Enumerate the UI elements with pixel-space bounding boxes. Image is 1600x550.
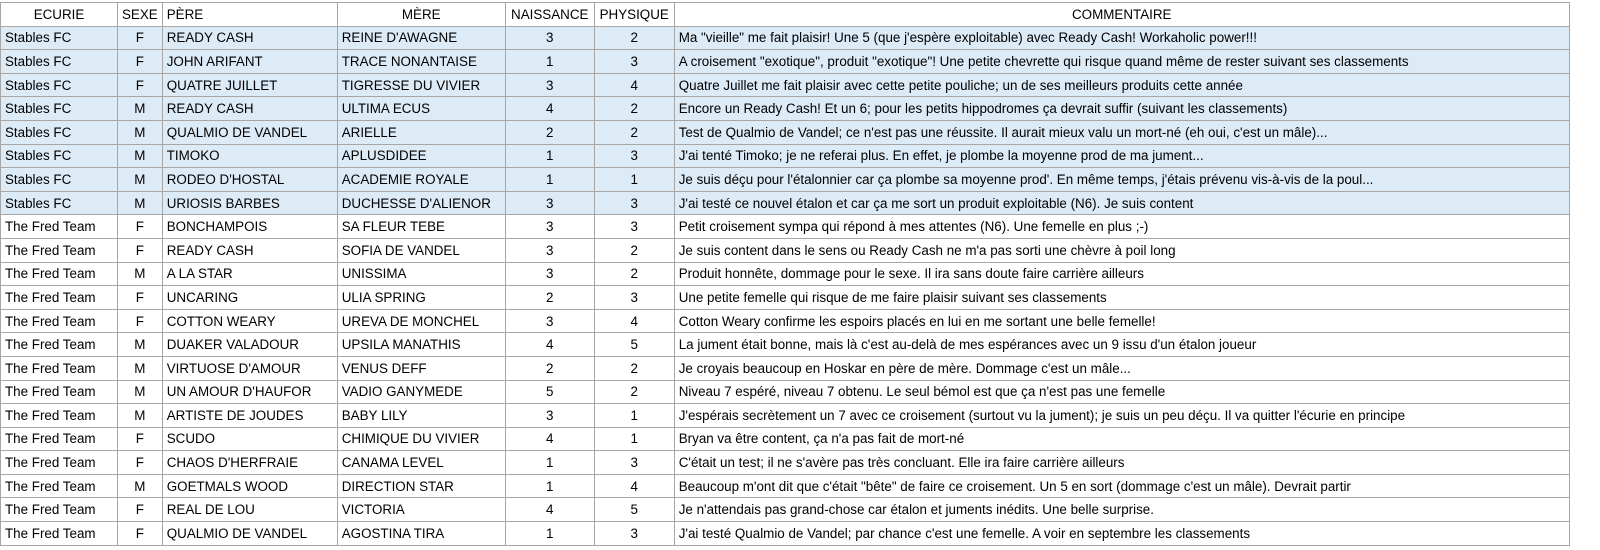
cell-physique[interactable]: 3 — [594, 191, 674, 215]
cell-sexe[interactable]: F — [118, 26, 163, 50]
cell-commentaire[interactable]: Niveau 7 espéré, niveau 7 obtenu. Le seul bémol est que ça n'est pas une femelle — [674, 380, 1569, 404]
cell-commentaire[interactable]: Je suis déçu pour l'étalonnier car ça plombe sa moyenne prod'. En même temps, j'étais prévenu vis-à-vis de la poul... — [674, 168, 1569, 192]
cell-mere[interactable]: DIRECTION STAR — [337, 474, 505, 498]
cell-physique[interactable]: 3 — [594, 451, 674, 475]
table-row — [1, 97, 1570, 121]
cell-commentaire[interactable]: Petit croisement sympa qui répond à mes attentes (N6). Une femelle en plus ;-) — [674, 215, 1569, 239]
cell-ecurie[interactable]: Stables FC — [1, 191, 118, 215]
cell-naissance[interactable]: 3 — [505, 215, 594, 239]
cell-commentaire[interactable]: Bryan va être content, ça n'a pas fait de mort-né — [674, 427, 1569, 451]
cell-ecurie[interactable]: The Fred Team — [1, 238, 118, 262]
cell-sexe[interactable]: F — [118, 73, 163, 97]
cell-pere[interactable]: UNCARING — [162, 286, 337, 310]
cell-pere[interactable]: QUALMIO DE VANDEL — [162, 120, 337, 144]
header-commentaire[interactable]: COMMENTAIRE — [674, 3, 1569, 27]
table-row — [1, 168, 1570, 192]
header-row — [1, 3, 1570, 27]
cell-pere[interactable]: READY CASH — [162, 26, 337, 50]
cell-ecurie[interactable]: The Fred Team — [1, 474, 118, 498]
cell-sexe[interactable]: M — [118, 120, 163, 144]
cell-mere[interactable]: CHIMIQUE DU VIVIER — [337, 427, 505, 451]
cell-commentaire[interactable]: J'ai testé ce nouvel étalon et car ça me sort un produit exploitable (N6). Je suis content — [674, 191, 1569, 215]
header-sexe[interactable]: SEXE — [118, 3, 163, 27]
cell-pere[interactable]: TIMOKO — [162, 144, 337, 168]
cell-mere[interactable]: DUCHESSE D'ALIENOR — [337, 191, 505, 215]
table-row — [1, 522, 1570, 546]
cell-mere[interactable]: ACADEMIE ROYALE — [337, 168, 505, 192]
cell-ecurie[interactable]: The Fred Team — [1, 380, 118, 404]
cell-naissance[interactable]: 1 — [505, 522, 594, 546]
cell-naissance[interactable]: 3 — [505, 26, 594, 50]
cell-physique[interactable]: 2 — [594, 97, 674, 121]
cell-sexe[interactable]: M — [118, 144, 163, 168]
header-pere[interactable]: PÈRE — [162, 3, 337, 27]
cell-commentaire[interactable]: J'ai testé Qualmio de Vandel; par chance c'est une femelle. A voir en septembre les classements — [674, 522, 1569, 546]
cell-pere[interactable]: UN AMOUR D'HAUFOR — [162, 380, 337, 404]
cell-pere[interactable]: A LA STAR — [162, 262, 337, 286]
cell-ecurie[interactable]: The Fred Team — [1, 286, 118, 310]
cell-naissance[interactable]: 3 — [505, 404, 594, 428]
cell-mere[interactable]: UREVA DE MONCHEL — [337, 309, 505, 333]
cell-pere[interactable]: URIOSIS BARBES — [162, 191, 337, 215]
cell-physique[interactable]: 3 — [594, 215, 674, 239]
cell-pere[interactable]: QUALMIO DE VANDEL — [162, 522, 337, 546]
cell-commentaire[interactable]: J'espérais secrètement un 7 avec ce croisement (surtout vu la jument); je suis un peu déçu. Il va quitter l'écurie en principe — [674, 404, 1569, 428]
cell-pere[interactable]: BONCHAMPOIS — [162, 215, 337, 239]
cell-physique[interactable]: 5 — [594, 498, 674, 522]
header-naissance[interactable]: NAISSANCE — [505, 3, 594, 27]
cell-mere[interactable]: ARIELLE — [337, 120, 505, 144]
cell-naissance[interactable]: 3 — [505, 238, 594, 262]
cell-commentaire[interactable]: C'était un test; il ne s'avère pas très concluant. Elle ira faire carrière ailleurs — [674, 451, 1569, 475]
table-row — [1, 380, 1570, 404]
cell-pere[interactable]: VIRTUOSE D'AMOUR — [162, 356, 337, 380]
cell-mere[interactable]: SA FLEUR TEBE — [337, 215, 505, 239]
table-row — [1, 404, 1570, 428]
table-row — [1, 238, 1570, 262]
cell-physique[interactable]: 3 — [594, 286, 674, 310]
cell-naissance[interactable]: 1 — [505, 451, 594, 475]
cell-ecurie[interactable]: Stables FC — [1, 50, 118, 74]
cell-ecurie[interactable]: Stables FC — [1, 168, 118, 192]
cell-mere[interactable]: VENUS DEFF — [337, 356, 505, 380]
cell-sexe[interactable]: F — [118, 522, 163, 546]
cell-mere[interactable]: APLUSDIDEE — [337, 144, 505, 168]
table-body — [1, 26, 1570, 545]
cell-physique[interactable]: 3 — [594, 144, 674, 168]
cell-ecurie[interactable]: The Fred Team — [1, 427, 118, 451]
cell-sexe[interactable]: F — [118, 50, 163, 74]
cell-commentaire[interactable]: Beaucoup m'ont dit que c'était "bête" de faire ce croisement. Un 5 en sort (dommage c'est un mâle). Devrait partir — [674, 474, 1569, 498]
cell-ecurie[interactable]: Stables FC — [1, 144, 118, 168]
cell-sexe[interactable]: F — [118, 451, 163, 475]
cell-physique[interactable]: 3 — [594, 50, 674, 74]
cell-commentaire[interactable]: Je croyais beaucoup en Hoskar en père de mère. Dommage c'est un mâle... — [674, 356, 1569, 380]
cell-ecurie[interactable]: Stables FC — [1, 120, 118, 144]
cell-mere[interactable]: BABY LILY — [337, 404, 505, 428]
cell-naissance[interactable]: 2 — [505, 356, 594, 380]
cell-mere[interactable]: REINE D'AWAGNE — [337, 26, 505, 50]
table-row — [1, 73, 1570, 97]
table-row — [1, 498, 1570, 522]
cell-naissance[interactable]: 3 — [505, 262, 594, 286]
cell-sexe[interactable]: M — [118, 474, 163, 498]
cell-ecurie[interactable]: The Fred Team — [1, 498, 118, 522]
cell-naissance[interactable]: 4 — [505, 498, 594, 522]
cell-mere[interactable]: ULTIMA ECUS — [337, 97, 505, 121]
cell-pere[interactable]: REAL DE LOU — [162, 498, 337, 522]
cell-sexe[interactable]: M — [118, 168, 163, 192]
cell-pere[interactable]: JOHN ARIFANT — [162, 50, 337, 74]
cell-physique[interactable]: 2 — [594, 356, 674, 380]
cell-pere[interactable]: SCUDO — [162, 427, 337, 451]
cell-ecurie[interactable]: The Fred Team — [1, 262, 118, 286]
cell-mere[interactable]: UNISSIMA — [337, 262, 505, 286]
header-physique[interactable]: PHYSIQUE — [594, 3, 674, 27]
cell-mere[interactable]: SOFIA DE VANDEL — [337, 238, 505, 262]
cell-sexe[interactable]: F — [118, 238, 163, 262]
cell-naissance[interactable]: 1 — [505, 144, 594, 168]
cell-mere[interactable]: TIGRESSE DU VIVIER — [337, 73, 505, 97]
cell-ecurie[interactable]: The Fred Team — [1, 451, 118, 475]
cell-naissance[interactable]: 5 — [505, 380, 594, 404]
table-row — [1, 215, 1570, 239]
cell-physique[interactable]: 4 — [594, 73, 674, 97]
cell-sexe[interactable]: M — [118, 191, 163, 215]
cell-physique[interactable]: 2 — [594, 26, 674, 50]
cell-physique[interactable]: 3 — [594, 522, 674, 546]
cell-ecurie[interactable]: Stables FC — [1, 73, 118, 97]
cell-ecurie[interactable]: The Fred Team — [1, 356, 118, 380]
cell-ecurie[interactable]: The Fred Team — [1, 309, 118, 333]
cell-sexe[interactable]: F — [118, 286, 163, 310]
cell-physique[interactable]: 4 — [594, 474, 674, 498]
cell-pere[interactable]: DUAKER VALADOUR — [162, 333, 337, 357]
table-row — [1, 474, 1570, 498]
table-row — [1, 191, 1570, 215]
cell-sexe[interactable]: M — [118, 380, 163, 404]
cell-physique[interactable]: 1 — [594, 427, 674, 451]
cell-physique[interactable]: 1 — [594, 404, 674, 428]
table-row — [1, 333, 1570, 357]
cell-commentaire[interactable]: Test de Qualmio de Vandel; ce n'est pas une réussite. Il aurait mieux valu un mort-né (eh oui, c'est un mâle)... — [674, 120, 1569, 144]
cell-naissance[interactable]: 4 — [505, 333, 594, 357]
cell-physique[interactable]: 2 — [594, 262, 674, 286]
table-row — [1, 309, 1570, 333]
cell-naissance[interactable]: 3 — [505, 309, 594, 333]
cell-pere[interactable]: QUATRE JUILLET — [162, 73, 337, 97]
cell-physique[interactable]: 2 — [594, 120, 674, 144]
cell-ecurie[interactable]: The Fred Team — [1, 333, 118, 357]
cell-sexe[interactable]: M — [118, 97, 163, 121]
cell-sexe[interactable]: M — [118, 262, 163, 286]
cell-sexe[interactable]: F — [118, 498, 163, 522]
cell-commentaire[interactable]: Je suis content dans le sens ou Ready Cash ne m'a pas sorti une chèvre à poil long — [674, 238, 1569, 262]
table-row — [1, 262, 1570, 286]
cell-mere[interactable]: CANAMA LEVEL — [337, 451, 505, 475]
cell-sexe[interactable]: F — [118, 427, 163, 451]
cell-mere[interactable]: VADIO GANYMEDE — [337, 380, 505, 404]
cell-commentaire[interactable]: A croisement "exotique", produit "exotique"! Une petite chevrette qui risque quand même de rester suivant ses classements — [674, 50, 1569, 74]
table-row — [1, 286, 1570, 310]
cell-pere[interactable]: ARTISTE DE JOUDES — [162, 404, 337, 428]
cell-physique[interactable]: 2 — [594, 380, 674, 404]
cell-pere[interactable]: READY CASH — [162, 238, 337, 262]
cell-sexe[interactable]: F — [118, 215, 163, 239]
cell-mere[interactable]: UPSILA MANATHIS — [337, 333, 505, 357]
cell-sexe[interactable]: M — [118, 356, 163, 380]
table-row — [1, 120, 1570, 144]
cell-ecurie[interactable]: The Fred Team — [1, 404, 118, 428]
cell-mere[interactable]: TRACE NONANTAISE — [337, 50, 505, 74]
cell-commentaire[interactable]: Ma "vieille" me fait plaisir! Une 5 (que j'espère exploitable) avec Ready Cash! Workaholic power!!! — [674, 26, 1569, 50]
cell-commentaire[interactable]: La jument était bonne, mais là c'est au-delà de mes espérances avec un 9 issu d'un étalon joueur — [674, 333, 1569, 357]
cell-mere[interactable]: VICTORIA — [337, 498, 505, 522]
cell-physique[interactable]: 5 — [594, 333, 674, 357]
cell-naissance[interactable]: 2 — [505, 120, 594, 144]
cell-commentaire[interactable]: Encore un Ready Cash! Et un 6; pour les petits hippodromes ça devrait suffir (suivant les classements) — [674, 97, 1569, 121]
cell-physique[interactable]: 4 — [594, 309, 674, 333]
cell-naissance[interactable]: 1 — [505, 168, 594, 192]
cell-physique[interactable]: 2 — [594, 238, 674, 262]
cell-commentaire[interactable]: Produit honnête, dommage pour le sexe. Il ira sans doute faire carrière ailleurs — [674, 262, 1569, 286]
cell-sexe[interactable]: M — [118, 404, 163, 428]
table-row — [1, 427, 1570, 451]
cell-commentaire[interactable]: J'ai tenté Timoko; je ne referai plus. En effet, je plombe la moyenne prod de ma jument... — [674, 144, 1569, 168]
cell-ecurie[interactable]: The Fred Team — [1, 215, 118, 239]
cell-ecurie[interactable]: The Fred Team — [1, 522, 118, 546]
table-row — [1, 50, 1570, 74]
cell-mere[interactable]: ULIA SPRING — [337, 286, 505, 310]
table-row — [1, 356, 1570, 380]
cell-naissance[interactable]: 1 — [505, 474, 594, 498]
cell-pere[interactable]: READY CASH — [162, 97, 337, 121]
cell-naissance[interactable]: 3 — [505, 73, 594, 97]
cell-physique[interactable]: 1 — [594, 168, 674, 192]
cell-mere[interactable]: AGOSTINA TIRA — [337, 522, 505, 546]
cell-naissance[interactable]: 3 — [505, 191, 594, 215]
breeding-results-table — [0, 2, 1570, 546]
cell-commentaire[interactable]: Cotton Weary confirme les espoirs placés en lui en me sortant une belle femelle! — [674, 309, 1569, 333]
cell-sexe[interactable]: M — [118, 333, 163, 357]
cell-naissance[interactable]: 1 — [505, 50, 594, 74]
cell-pere[interactable]: RODEO D'HOSTAL — [162, 168, 337, 192]
cell-commentaire[interactable]: Une petite femelle qui risque de me faire plaisir suivant ses classements — [674, 286, 1569, 310]
cell-commentaire[interactable]: Quatre Juillet me fait plaisir avec cette petite pouliche; un de ses meilleurs produits cette année — [674, 73, 1569, 97]
cell-pere[interactable]: GOETMALS WOOD — [162, 474, 337, 498]
table-row — [1, 26, 1570, 50]
cell-pere[interactable]: COTTON WEARY — [162, 309, 337, 333]
cell-naissance[interactable]: 2 — [505, 286, 594, 310]
header-ecurie[interactable]: ECURIE — [1, 3, 118, 27]
cell-commentaire[interactable]: Je n'attendais pas grand-chose car étalon et juments inédits. Une belle surprise. — [674, 498, 1569, 522]
header-mere[interactable]: MÈRE — [337, 3, 505, 27]
cell-ecurie[interactable]: Stables FC — [1, 97, 118, 121]
cell-naissance[interactable]: 4 — [505, 427, 594, 451]
cell-sexe[interactable]: F — [118, 309, 163, 333]
cell-naissance[interactable]: 4 — [505, 97, 594, 121]
table-row — [1, 451, 1570, 475]
table-row — [1, 144, 1570, 168]
cell-pere[interactable]: CHAOS D'HERFRAIE — [162, 451, 337, 475]
cell-ecurie[interactable]: Stables FC — [1, 26, 118, 50]
